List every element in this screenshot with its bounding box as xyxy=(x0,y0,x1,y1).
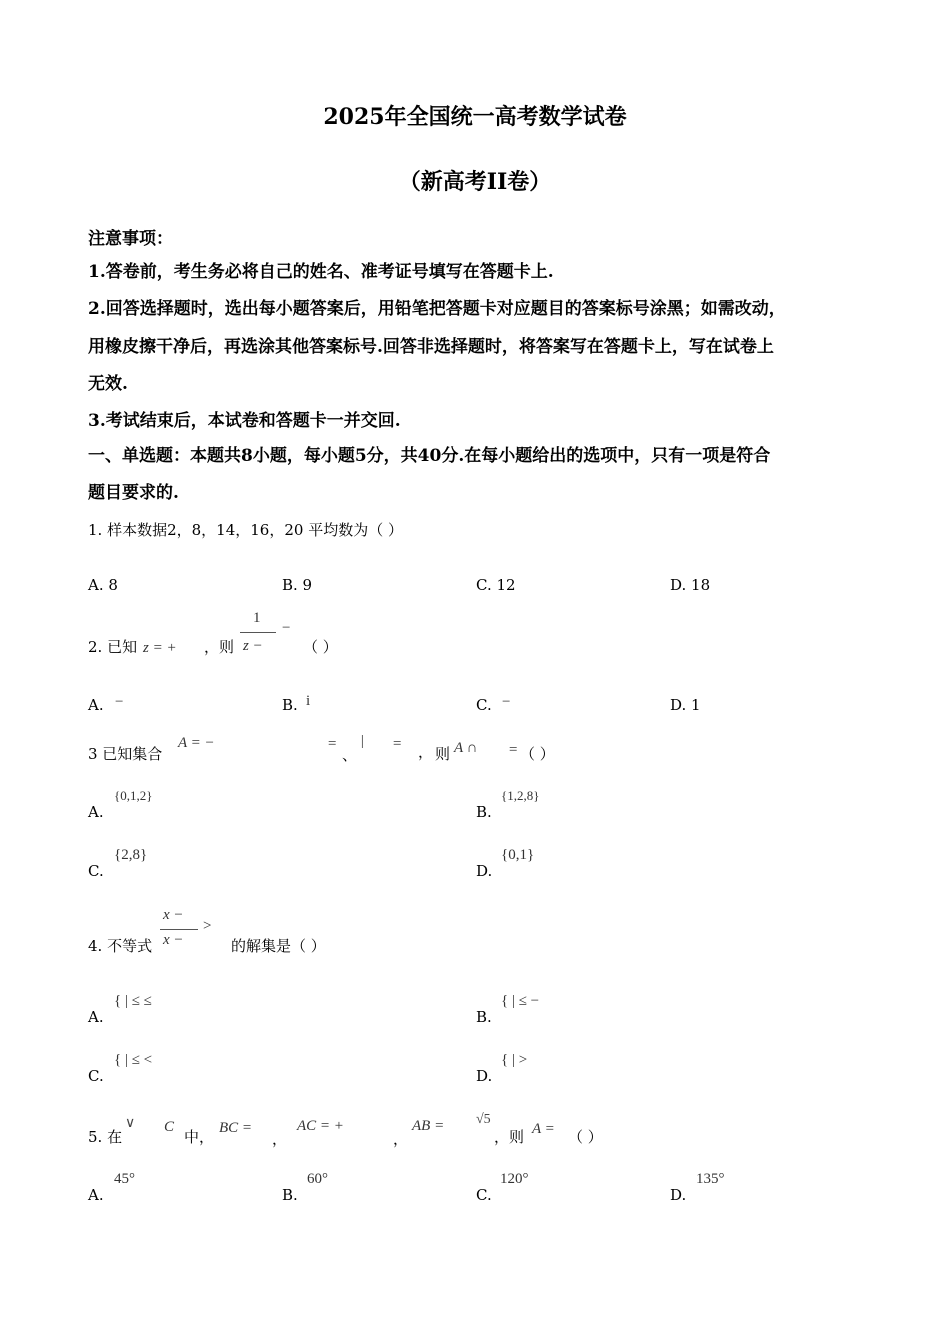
notice-item-1: 1.答卷前，考生务必将自己的姓名、准考证号填写在答题卡上. xyxy=(88,262,554,282)
question-4-greater-sign: > xyxy=(203,918,212,934)
question-2-fraction-bar xyxy=(240,632,276,633)
question-5-option-a-value: 45° xyxy=(114,1171,135,1187)
question-5-comma-2: ， xyxy=(393,1130,409,1148)
question-1-option-b: B. 9 xyxy=(282,576,313,594)
question-2-option-c: C. xyxy=(476,696,492,714)
question-3-set-a: A = − xyxy=(178,735,215,751)
question-5-then: ，则 xyxy=(494,1128,525,1146)
question-4-tail: 的解集是（ ） xyxy=(231,937,326,955)
question-4-number: 4. 不等式 xyxy=(88,937,153,955)
question-2-option-d: D. 1 xyxy=(670,696,701,714)
question-4-option-d-value: { | > xyxy=(501,1052,528,1068)
section-heading-line-1: 一、单选题：本题共8小题，每小题5分，共40分.在每小题给出的选项中，只有一项是符合 xyxy=(88,446,771,466)
question-2-option-b: B. xyxy=(282,696,298,714)
question-5-number: 5. 在 xyxy=(88,1128,123,1146)
question-5-ac: AC = + xyxy=(297,1118,344,1134)
question-2-option-c-value: − xyxy=(502,694,511,710)
question-4-option-a: A. xyxy=(88,1008,104,1026)
notice-item-2-line-1: 2.回答选择题时，选出每小题答案后，用铅笔把答题卡对应题目的答案标号涂黑；如需改动， xyxy=(88,299,786,319)
question-5-vertex-c: C xyxy=(164,1119,175,1135)
question-3-equals-1: = xyxy=(327,736,338,752)
exam-title: 2025年全国统一高考数学试卷 xyxy=(323,104,627,130)
question-5-angle-a: A = xyxy=(532,1121,555,1137)
notice-item-3: 3.考试结束后，本试卷和答题卡一并交回. xyxy=(88,411,401,431)
question-3-comma: ， xyxy=(418,743,434,761)
question-3-option-c: C. xyxy=(88,862,104,880)
question-2-fraction-denominator: z − xyxy=(243,638,263,654)
question-5-root: √5 xyxy=(476,1112,491,1127)
question-2-answer-paren: （ ） xyxy=(303,638,338,656)
question-4-option-a-value: { | ≤ ≤ xyxy=(114,993,152,1009)
question-2-option-a: A. xyxy=(88,696,104,714)
question-3-option-b: B. xyxy=(476,803,492,821)
question-5-answer-paren: （ ） xyxy=(568,1128,603,1146)
question-4-fraction-denominator: x − xyxy=(163,932,184,948)
question-2-fraction-numerator: 1 xyxy=(253,610,261,626)
question-3-then: 则 xyxy=(435,745,451,763)
question-5-option-c-value: 120° xyxy=(500,1171,529,1187)
question-3-bar: | xyxy=(360,733,365,749)
question-5-bc: BC = xyxy=(219,1120,253,1136)
question-3-number: 3 已知集合 xyxy=(88,745,163,763)
notice-item-2-line-2: 用橡皮擦干净后，再选涂其他答案标号.回答非选择题时，将答案写在答题卡上，写在试卷上 xyxy=(88,337,774,357)
notice-item-2-line-3: 无效. xyxy=(88,374,128,394)
question-3-option-d: D. xyxy=(476,862,493,880)
question-5-option-d-value: 135° xyxy=(696,1171,725,1187)
question-2-z-expression: z = + xyxy=(143,640,177,656)
question-2-option-b-value: i xyxy=(306,693,311,709)
question-3-separator: 、 xyxy=(342,746,358,764)
question-1-option-c: C. 12 xyxy=(476,576,516,594)
question-3-option-c-value: {2,8} xyxy=(114,847,148,863)
question-2-option-a-value: − xyxy=(115,694,124,710)
question-3-option-a-value: {0,1,2} xyxy=(114,788,153,803)
question-4-option-d: D. xyxy=(476,1067,493,1085)
question-5-zhong: 中， xyxy=(184,1128,215,1146)
question-5-option-c: C. xyxy=(476,1186,492,1204)
question-5-ab: AB = xyxy=(412,1118,445,1134)
section-heading-line-2: 题目要求的. xyxy=(88,483,179,503)
question-4-option-b-value: { | ≤ − xyxy=(501,993,540,1009)
question-5-option-b-value: 60° xyxy=(307,1171,328,1187)
question-1-option-a: A. 8 xyxy=(88,576,118,594)
question-4-option-c-value: { | ≤ < xyxy=(114,1052,153,1068)
exam-subtitle: （新高考II卷） xyxy=(398,169,552,195)
question-2-minus-sign: − xyxy=(282,620,291,636)
question-3-option-d-value: {0,1} xyxy=(501,847,535,863)
notice-heading: 注意事项： xyxy=(88,229,173,249)
question-1-stem: 1. 样本数据2，8，14，16，20 平均数为（ ） xyxy=(88,521,403,539)
question-3-intersection: A ∩ xyxy=(454,740,478,756)
question-5-option-b: B. xyxy=(282,1186,298,1204)
question-3-option-a: A. xyxy=(88,803,104,821)
question-5-comma-1: ， xyxy=(272,1130,288,1148)
question-1-option-d: D. 18 xyxy=(670,576,711,594)
question-3-equals-2: = xyxy=(392,736,403,752)
question-2-number: 2. 已知 xyxy=(88,638,138,656)
question-3-option-b-value: {1,2,8} xyxy=(501,788,540,803)
question-3-equals-3: = xyxy=(508,742,519,758)
question-4-option-c: C. xyxy=(88,1067,104,1085)
question-5-option-d: D. xyxy=(670,1186,687,1204)
question-3-answer-paren: （ ） xyxy=(520,745,555,763)
question-4-fraction-bar xyxy=(160,929,198,930)
question-2-connector: ，则 xyxy=(204,638,235,656)
question-4-fraction-numerator: x − xyxy=(163,907,184,923)
question-5-triangle-symbol: ∨ xyxy=(125,1116,136,1131)
question-5-option-a: A. xyxy=(88,1186,104,1204)
question-4-option-b: B. xyxy=(476,1008,492,1026)
